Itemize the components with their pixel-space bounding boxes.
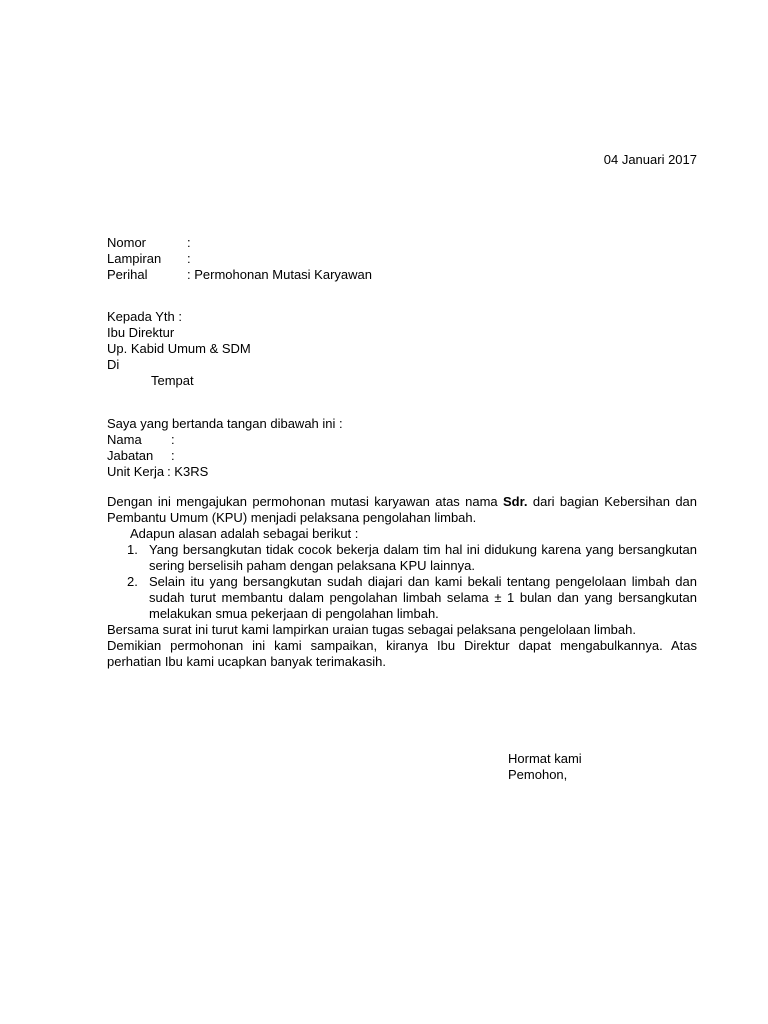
list-item-text: Selain itu yang bersangkutan sudah diajari dan kami bekali tentang pengelolaan limbah dan sudah turut membantu dalam pengolahan limbah selama ± 1 bulan dan yang bersangkutan melakukan smua pekerjaan di pengolahan limbah.	[149, 574, 697, 621]
unit-label: Unit Kerja	[107, 464, 165, 479]
perihal-value: : Permohonan Mutasi Karyawan	[187, 267, 372, 282]
letter-date: 04 Januari 2017	[603, 152, 697, 167]
recipient-attention: Up. Kabid Umum & SDM	[107, 341, 251, 356]
jabatan-label: Jabatan	[107, 448, 154, 463]
list-item-text: Yang bersangkutan tidak cocok bekerja dalam tim hal ini didukung karena yang bersangkutan sering berselisih paham dengan pelaksana KPU lainnya.	[149, 542, 697, 573]
list-item	[107, 574, 697, 622]
nomor-label: Nomor	[107, 235, 147, 250]
reasons-list	[107, 542, 697, 622]
identity-block	[107, 416, 697, 480]
closing-regards: Hormat kami	[508, 751, 582, 766]
recipient-di: Di	[107, 357, 120, 372]
letter-meta	[107, 235, 697, 283]
lampiran-label: Lampiran	[107, 251, 162, 266]
meta-nomor	[107, 235, 697, 251]
jabatan-value: :	[171, 448, 175, 463]
letter-body	[107, 494, 697, 670]
para1-before: Dengan ini mengajukan permohonan mutasi karyawan atas nama	[107, 494, 503, 509]
meta-lampiran	[107, 251, 697, 267]
list-item-number: 1.	[127, 542, 138, 557]
list-item	[107, 542, 697, 574]
reasons-intro: Adapun alasan adalah sebagai berikut :	[130, 526, 359, 541]
body-paragraph-1	[107, 494, 697, 526]
nomor-value: :	[187, 235, 191, 250]
body-paragraph-2: Bersama surat ini turut kami lampirkan uraian tugas sebagai pelaksana pengelolaan limbah.	[107, 622, 636, 637]
identity-jabatan	[107, 448, 697, 464]
unit-value: : K3RS	[167, 464, 209, 479]
closing-applicant: Pemohon,	[508, 767, 568, 782]
closing-block	[508, 751, 582, 783]
nama-label: Nama	[107, 432, 142, 447]
identity-nama	[107, 432, 697, 448]
body-paragraph-3: Demikian permohonan ini kami sampaikan, kiranya Ibu Direktur dapat mengabulkannya. Atas perhatian Ibu kami ucapkan banyak terimakasih.	[107, 638, 697, 669]
identity-unit	[107, 464, 697, 480]
identity-intro: Saya yang bertanda tangan dibawah ini :	[107, 416, 343, 431]
lampiran-value: :	[187, 251, 191, 266]
para1-after: dari bagian Kebersihan dan Pembantu Umum (KPU) menjadi pelaksana pengolahan limbah.	[107, 494, 698, 525]
nama-value: :	[171, 432, 175, 447]
recipient-salutation: Kepada Yth :	[107, 309, 182, 324]
perihal-label: Perihal	[107, 267, 148, 282]
recipient-block	[107, 309, 697, 389]
meta-perihal	[107, 267, 697, 283]
para1-bold-name: Sdr.	[502, 494, 528, 509]
recipient-name: Ibu Direktur	[107, 325, 175, 340]
list-item-number: 2.	[127, 574, 138, 589]
recipient-place: Tempat	[151, 373, 194, 388]
